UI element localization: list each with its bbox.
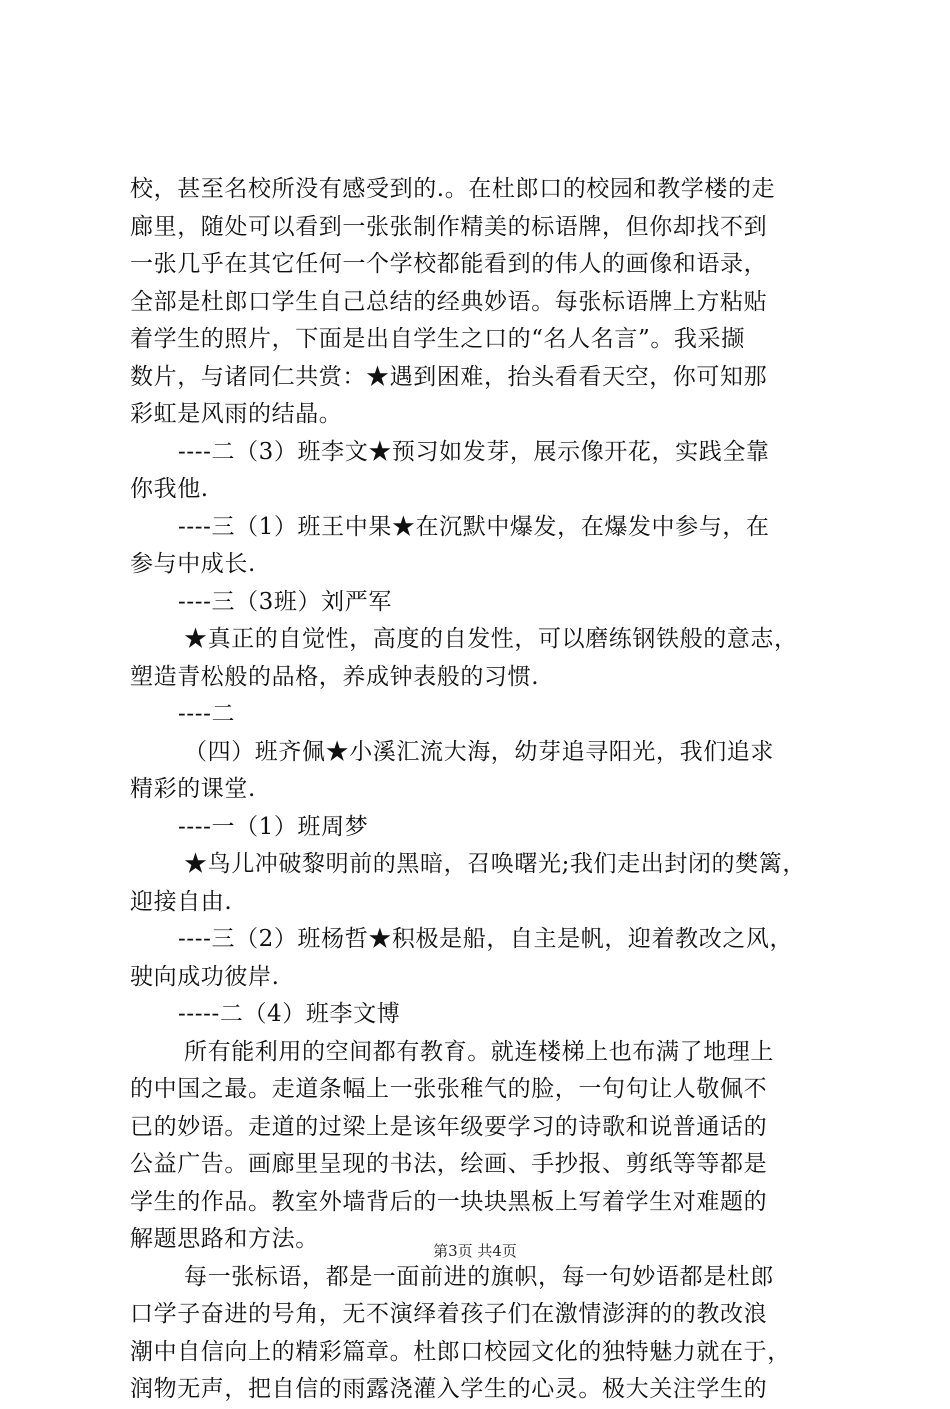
text-line: 校，甚至名校所没有感受到的.。在杜郎口的校园和教学楼的走 [130,176,776,202]
body-text [130,171,830,1409]
text-line: 所有能利用的空间都有教育。就连楼梯上也布满了地理上 [184,1038,774,1065]
text-line: 迎接自由. [130,888,233,915]
text-line: 塑造青松般的品格，养成钟表般的习惯. [130,663,540,690]
text-line: 潮中自信向上的精彩篇章。杜郎口校园文化的独特魅力就在于， [130,1338,791,1365]
text-line: （四）班齐佩★小溪汇流大海，幼芽追寻阳光，我们追求 [184,738,774,765]
text-line: ----三（3班）刘严军 [178,588,392,615]
text-line: ----三（2）班杨哲★积极是船，自主是帆，迎着教改之风， [178,926,794,952]
text-line: ----二 [178,701,236,727]
page-footer: 第3页 共4页 [433,1242,517,1260]
text-line: 驶向成功彼岸. [130,963,280,990]
text-line: 全部是杜郎口学生自己总结的经典妙语。每张标语牌上方粘贴 [130,288,768,315]
text-line: 口学子奋进的号角，无不演绎着孩子们在激情澎湃的的教改浪 [130,1301,768,1327]
text-line: ★真正的自觉性，高度的自发性，可以磨练钢铁般的意志， [184,626,798,652]
text-line: ★鸟儿冲破黎明前的黑暗，召唤曙光;我们走出封闭的樊篱， [184,851,806,877]
text-line: ----二（3）班李文★预习如发芽，展示像开花，实践全靠 [178,438,770,465]
text-line: 的中国之最。走道条幅上一张张稚气的脸，一句句让人敬佩不 [130,1076,768,1102]
text-line: 一张几乎在其它任何一个学校都能看到的伟人的画像和语录， [130,251,768,277]
text-line: 精彩的课堂. [130,776,256,802]
text-line: 公益广告。画廊里呈现的书法，绘画、手抄报、剪纸等等都是 [130,1151,768,1177]
text-line: 参与中成长. [130,551,256,577]
text-line: ----三（1）班王中果★在沉默中爆发，在爆发中参与，在 [178,513,770,540]
text-line: 你我他. [130,476,209,502]
text-line: 数片，与诸同仁共赏：★遇到困难，抬头看看天空，你可知那 [130,363,768,390]
text-line: 彩虹是风雨的结晶。 [130,401,343,427]
text-line: 着学生的照片，下面是出自学生之口的“名人名言”。我采撷 [130,326,745,352]
text-line: 润物无声，把自信的雨露浇灌入学生的心灵。极大关注学生的 [130,1376,768,1402]
text-line: 解题思路和方法。 [130,1226,319,1252]
text-line: -----二（4）班李文博 [178,1001,401,1027]
text-line: 学生的作品。教室外墙背后的一块块黑板上写着学生对难题的 [130,1188,768,1215]
text-line: 已的妙语。走道的过梁上是该年级要学习的诗歌和说普通话的 [130,1113,768,1140]
text-line: ----一（1）班周梦 [178,813,369,840]
text-line: 廊里，随处可以看到一张张制作精美的标语牌，但你却找不到 [130,213,768,240]
text-line: 每一张标语，都是一面前进的旗帜，每一句妙语都是杜郎 [184,1263,774,1290]
